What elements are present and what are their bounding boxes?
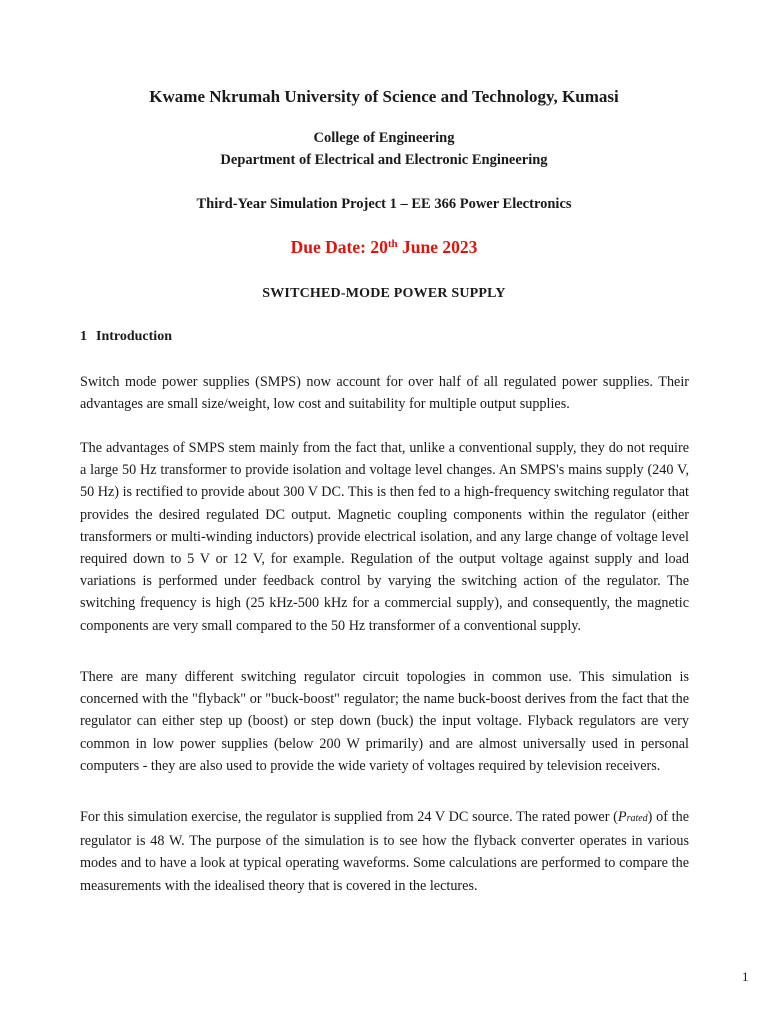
paragraph-2: The advantages of SMPS stem mainly from the fact that, unlike a conventional supply, they do not require a large 50 Hz transformer to provide isolation and voltage level changes. An SMPS's mains supply (240 V, 50 Hz) is rectified to provide about 300 V DC. This is then fed to a high-frequency switching regulator that provides the desired regulated DC output. Magnetic coupling components within the regulator (either transformers or multi-winding inductors) provide electrical isolation, and any large change of voltage level required down to 5 V or 12 V, for example. Regulation of the output voltage against supply and load variations is performed under feedback control by varying the switching action of the regulator. The switching frequency is high (25 kHz-500 kHz for a commercial supply), and consequently, the magnetic components are very small compared to the 50 Hz transformer of a conventional supply. — [80, 440, 689, 634]
section-number: 1 — [80, 329, 87, 344]
paragraph-4 — [80, 806, 689, 897]
page-number: 1 — [742, 969, 749, 984]
due-date-suffix: June 2023 — [397, 237, 478, 257]
department-name: Department of Electrical and Electronic Engineering — [220, 152, 548, 168]
due-date — [0, 237, 768, 258]
paragraph-3: There are many different switching regulator circuit topologies in common use. This simulation is concerned with the "flyback" or "buck-boost" regulator; the name buck-boost derives from the fact that the regulator can either step up (boost) or step down (buck) the input voltage. Flyback regulators are very common in low power supplies (below 200 W primarily) and are almost universally used in personal computers - they are also used to provide the wide variety of voltages required by television receivers. — [80, 669, 689, 774]
paragraph-4-start: For this simulation exercise, the regulator is supplied from 24 V DC source. The rated power ( — [80, 809, 618, 825]
rated-power-symbol: P — [617, 809, 627, 825]
due-date-superscript: th — [387, 238, 398, 250]
section-heading — [80, 329, 172, 345]
paragraph-1: Switch mode power supplies (SMPS) now account for over half of all regulated power supplies. Their advantages are small size/weight, low cost and suitability for multiple output supplies. — [80, 374, 689, 413]
project-title: Third-Year Simulation Project 1 – EE 366 Power Electronics — [196, 196, 572, 212]
rated-power-subscript: rated — [626, 813, 648, 824]
document-title: SWITCHED-MODE POWER SUPPLY — [262, 286, 506, 301]
section-heading-text: Introduction — [96, 329, 172, 344]
paragraph-4-end: ) of the regulator is 48 W. The purpose of the simulation is to see how the flyback converter operates in various modes and to have a look at typical operating waveforms. Some calculations are performed to compare the measurements with the idealised theory that is covered in the lectures. — [80, 809, 689, 894]
college-name: College of Engineering — [313, 130, 455, 146]
university-name: Kwame Nkrumah University of Science and Technology, Kumasi — [149, 87, 619, 106]
due-date-prefix: Due Date: 20 — [290, 237, 388, 257]
